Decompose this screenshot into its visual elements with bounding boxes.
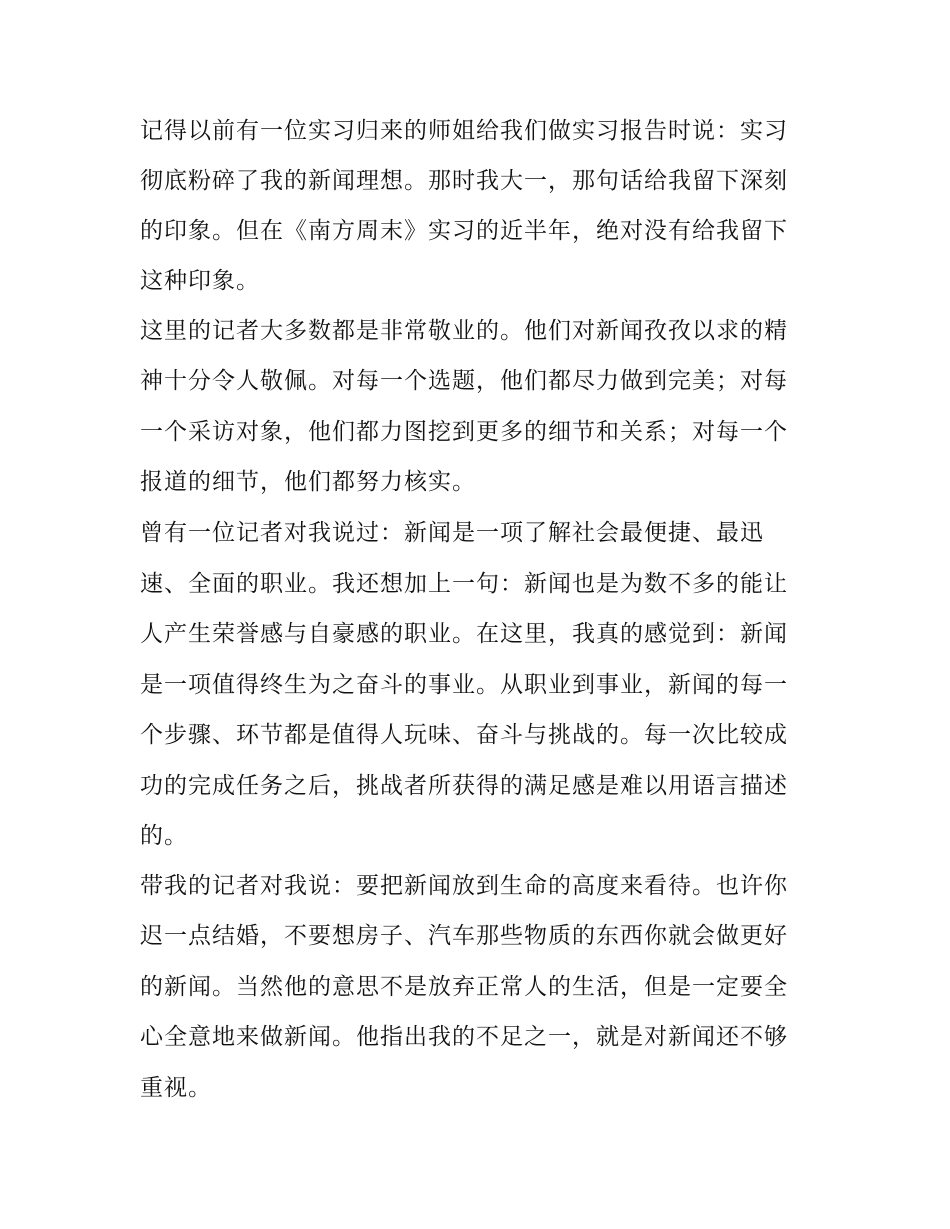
paragraph-3-line-3: 人产生荣誉感与自豪感的职业。在这里，我真的感觉到：新闻 xyxy=(140,621,788,647)
paragraph-3-line-5: 个步骤、环节都是值得人玩味、奋斗与挑战的。每一次比较成 xyxy=(140,722,788,748)
paragraph-2-line-2: 神十分令人敬佩。对每一个选题，他们都尽力做到完美；对每 xyxy=(140,368,788,394)
paragraph-2-line-1: 这里的记者大多数都是非常敬业的。他们对新闻孜孜以求的精 xyxy=(140,318,788,344)
paragraph-1-line-2: 彻底粉碎了我的新闻理想。那时我大一，那句话给我留下深刻 xyxy=(140,168,788,194)
paragraph-1-line-1: 记得以前有一位实习归来的师姐给我们做实习报告时说：实习 xyxy=(140,118,788,144)
paragraph-4-line-5: 重视。 xyxy=(140,1075,212,1101)
paragraph-1-line-4: 这种印象。 xyxy=(140,268,260,294)
paragraph-4-line-4: 心全意地来做新闻。他指出我的不足之一，就是对新闻还不够 xyxy=(140,1024,788,1050)
paragraph-3-line-4: 是一项值得终生为之奋斗的事业。从职业到事业，新闻的每一 xyxy=(140,672,788,698)
paragraph-4-line-3: 的新闻。当然他的意思不是放弃正常人的生活，但是一定要全 xyxy=(140,974,788,1000)
paragraph-3-line-6: 功的完成任务之后，挑战者所获得的满足感是难以用语言描述 xyxy=(140,773,788,799)
paragraph-2-line-4: 报道的细节，他们都努力核实。 xyxy=(140,469,476,495)
paragraph-1-line-3: 的印象。但在《南方周末》实习的近半年，绝对没有给我留下 xyxy=(140,218,788,244)
paragraph-3-line-2: 速、全面的职业。我还想加上一句：新闻也是为数不多的能让 xyxy=(140,571,788,597)
paragraph-3-line-1: 曾有一位记者对我说过：新闻是一项了解社会最便捷、最迅 xyxy=(140,520,764,546)
paragraph-3-line-7: 的。 xyxy=(140,823,188,849)
paragraph-4-line-2: 迟一点结婚，不要想房子、汽车那些物质的东西你就会做更好 xyxy=(140,923,788,949)
paragraph-2-line-3: 一个采访对象，他们都力图挖到更多的细节和关系；对每一个 xyxy=(140,419,788,445)
paragraph-4-line-1: 带我的记者对我说：要把新闻放到生命的高度来看待。也许你 xyxy=(140,873,788,899)
